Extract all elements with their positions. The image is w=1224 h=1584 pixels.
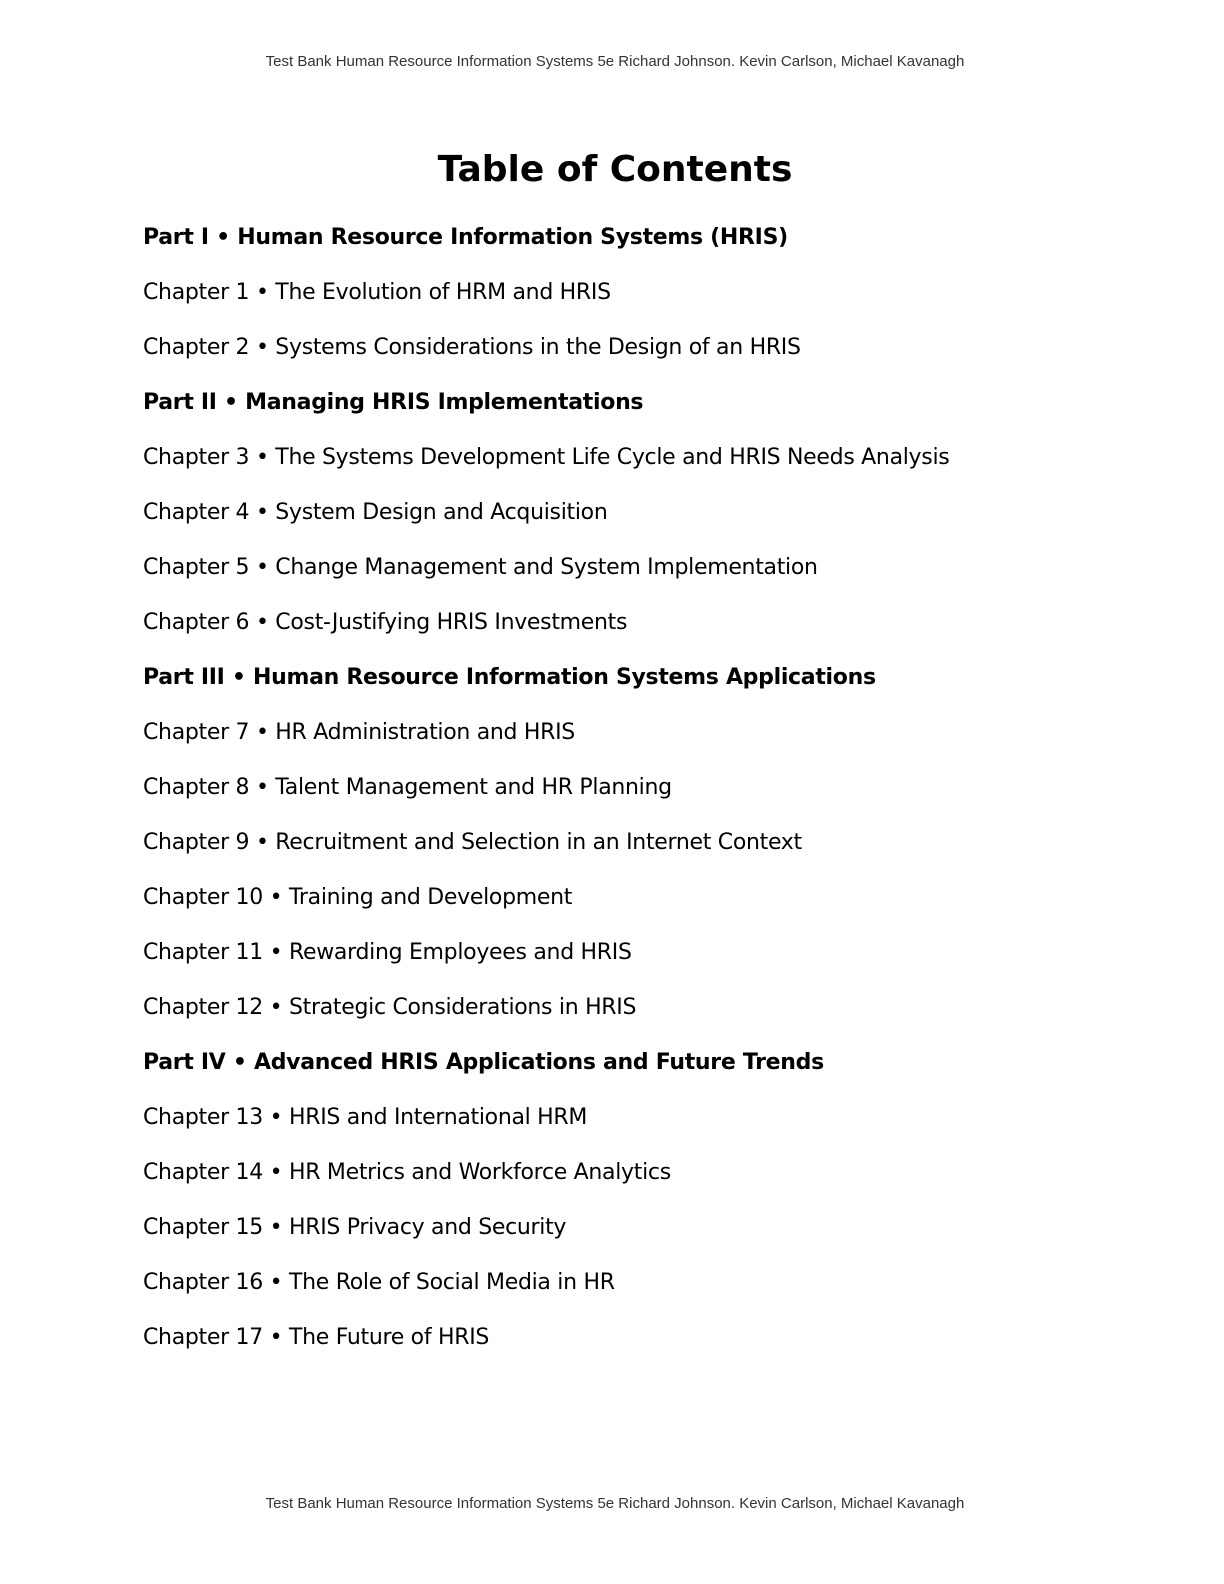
toc-chapter-2: Chapter 2 • Systems Considerations in the Design of an HRIS (143, 335, 801, 360)
toc-chapter-7: Chapter 7 • HR Administration and HRIS (143, 720, 575, 745)
toc-part-4: Part IV • Advanced HRIS Applications and Future Trends (143, 1050, 824, 1075)
toc-chapter-8: Chapter 8 • Talent Management and HR Planning (143, 775, 672, 800)
toc-chapter-15: Chapter 15 • HRIS Privacy and Security (143, 1215, 567, 1240)
toc-chapter-14: Chapter 14 • HR Metrics and Workforce Analytics (143, 1160, 671, 1185)
toc-chapter-13: Chapter 13 • HRIS and International HRM (143, 1105, 588, 1130)
toc-chapter-5: Chapter 5 • Change Management and System Implementation (143, 555, 818, 580)
toc-chapter-10: Chapter 10 • Training and Development (143, 885, 573, 910)
page-header: Test Bank Human Resource Information Systems 5e Richard Johnson. Kevin Carlson, Michael Kavanagh (265, 53, 965, 70)
toc-part-1: Part I • Human Resource Information Systems (HRIS) (143, 225, 788, 250)
toc-chapter-11: Chapter 11 • Rewarding Employees and HRIS (143, 940, 632, 965)
toc-chapter-6: Chapter 6 • Cost-Justifying HRIS Investments (143, 610, 628, 635)
toc-chapter-3: Chapter 3 • The Systems Development Life Cycle and HRIS Needs Analysis (143, 445, 950, 470)
toc-part-2: Part II • Managing HRIS Implementations (143, 390, 644, 415)
toc-chapter-12: Chapter 12 • Strategic Considerations in HRIS (143, 995, 637, 1020)
page-title: Table of Contents (437, 149, 793, 190)
toc-chapter-4: Chapter 4 • System Design and Acquisition (143, 500, 608, 525)
table-of-contents (143, 210, 1183, 1365)
toc-chapter-17: Chapter 17 • The Future of HRIS (143, 1325, 490, 1350)
page-footer: Test Bank Human Resource Information Systems 5e Richard Johnson. Kevin Carlson, Michael Kavanagh (265, 1495, 965, 1512)
toc-chapter-1: Chapter 1 • The Evolution of HRM and HRIS (143, 280, 611, 305)
toc-part-3: Part III • Human Resource Information Systems Applications (143, 665, 876, 690)
toc-chapter-9: Chapter 9 • Recruitment and Selection in an Internet Context (143, 830, 802, 855)
toc-chapter-16: Chapter 16 • The Role of Social Media in HR (143, 1270, 615, 1295)
